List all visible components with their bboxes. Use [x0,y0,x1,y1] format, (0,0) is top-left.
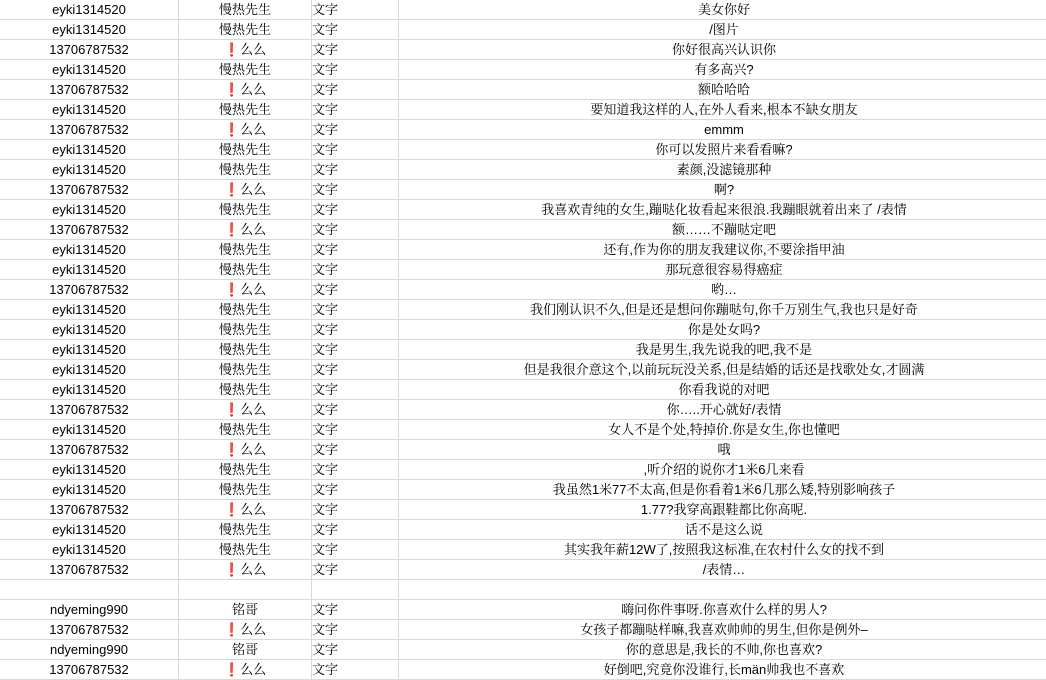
cell-type[interactable]: 文字 [312,120,399,140]
cell-nickname[interactable]: 慢热先生 [179,360,312,380]
cell-nickname[interactable]: 慢热先生 [179,100,312,120]
table-row[interactable] [0,80,1046,100]
table-row[interactable] [0,300,1046,320]
cell-message[interactable]: 哦 [399,440,1046,460]
table-row[interactable] [0,40,1046,60]
table-row[interactable] [0,240,1046,260]
table-row[interactable] [0,160,1046,180]
table-row[interactable] [0,580,1046,600]
cell-message[interactable]: 嗨问你件事呀.你喜欢什么样的男人? [399,600,1046,620]
cell-nickname[interactable]: 慢热先生 [179,340,312,360]
table-row[interactable] [0,660,1046,680]
cell-type[interactable]: 文字 [312,660,399,680]
cell-account[interactable]: 13706787532 [0,280,179,300]
cell-account[interactable]: ndyeming990 [0,600,179,620]
table-row[interactable] [0,380,1046,400]
cell-account[interactable]: ndyeming990 [0,640,179,660]
cell-account[interactable]: 13706787532 [0,560,179,580]
cell-type[interactable]: 文字 [312,480,399,500]
table-row[interactable] [0,20,1046,40]
cell-account[interactable]: eyki1314520 [0,160,179,180]
cell-account[interactable]: eyki1314520 [0,200,179,220]
cell-type[interactable] [312,580,399,600]
table-row[interactable] [0,320,1046,340]
cell-account[interactable]: 13706787532 [0,220,179,240]
cell-account[interactable]: eyki1314520 [0,380,179,400]
cell-account[interactable]: eyki1314520 [0,0,179,20]
cell-account[interactable]: eyki1314520 [0,360,179,380]
cell-nickname[interactable]: 慢热先生 [179,460,312,480]
cell-nickname[interactable]: ❗️么么 [179,620,312,640]
table-row[interactable] [0,140,1046,160]
cell-type[interactable]: 文字 [312,220,399,240]
cell-type[interactable]: 文字 [312,400,399,420]
table-row[interactable] [0,220,1046,240]
cell-message[interactable]: 我们刚认识不久,但是还是想问你蹦哒句,你千万别生气,我也只是好奇 [399,300,1046,320]
cell-account[interactable]: eyki1314520 [0,320,179,340]
cell-type[interactable]: 文字 [312,140,399,160]
cell-type[interactable]: 文字 [312,460,399,480]
cell-type[interactable]: 文字 [312,80,399,100]
cell-message[interactable]: 有多高兴? [399,60,1046,80]
table-row[interactable] [0,620,1046,640]
cell-type[interactable]: 文字 [312,0,399,20]
table-row[interactable] [0,60,1046,80]
cell-account[interactable] [0,580,179,600]
cell-message[interactable]: emmm [399,120,1046,140]
table-row[interactable] [0,640,1046,660]
cell-nickname[interactable]: 铭哥 [179,640,312,660]
cell-nickname[interactable]: 慢热先生 [179,0,312,20]
cell-message[interactable]: 美女你好 [399,0,1046,20]
cell-account[interactable]: eyki1314520 [0,240,179,260]
cell-nickname[interactable]: 慢热先生 [179,480,312,500]
cell-message[interactable]: 你的意思是,我长的不帅,你也喜欢? [399,640,1046,660]
cell-account[interactable]: eyki1314520 [0,260,179,280]
cell-nickname[interactable]: ❗️么么 [179,180,312,200]
cell-nickname[interactable] [179,580,312,600]
cell-nickname[interactable]: 铭哥 [179,600,312,620]
cell-account[interactable]: eyki1314520 [0,540,179,560]
cell-account[interactable]: eyki1314520 [0,60,179,80]
table-row[interactable] [0,200,1046,220]
cell-type[interactable]: 文字 [312,20,399,40]
cell-message[interactable]: 我虽然1米77不太高,但是你看着1米6几那么矮,特别影响孩子 [399,480,1046,500]
cell-type[interactable]: 文字 [312,520,399,540]
cell-nickname[interactable]: 慢热先生 [179,20,312,40]
cell-type[interactable]: 文字 [312,240,399,260]
table-row[interactable] [0,340,1046,360]
cell-message[interactable]: 素颜,没滤镜那种 [399,160,1046,180]
cell-message[interactable]: 额哈哈哈 [399,80,1046,100]
cell-account[interactable]: eyki1314520 [0,300,179,320]
cell-message[interactable]: 你是处女吗? [399,320,1046,340]
cell-type[interactable]: 文字 [312,200,399,220]
table-row[interactable] [0,480,1046,500]
cell-message[interactable]: 我喜欢青纯的女生,蹦哒化妆看起来很浪.我蹦眼就着出来了 /表情 [399,200,1046,220]
cell-type[interactable]: 文字 [312,440,399,460]
cell-type[interactable]: 文字 [312,180,399,200]
cell-type[interactable]: 文字 [312,40,399,60]
cell-nickname[interactable]: ❗️么么 [179,500,312,520]
cell-nickname[interactable]: 慢热先生 [179,420,312,440]
table-row[interactable] [0,360,1046,380]
cell-type[interactable]: 文字 [312,560,399,580]
cell-nickname[interactable]: 慢热先生 [179,240,312,260]
cell-nickname[interactable]: ❗️么么 [179,440,312,460]
cell-account[interactable]: eyki1314520 [0,420,179,440]
cell-message[interactable]: 哟… [399,280,1046,300]
cell-type[interactable]: 文字 [312,540,399,560]
cell-message[interactable]: 女人不是个处,特掉价.你是女生,你也懂吧 [399,420,1046,440]
cell-message[interactable]: 额……不蹦哒定吧 [399,220,1046,240]
cell-message[interactable]: 你好很高兴认识你 [399,40,1046,60]
table-row[interactable] [0,100,1046,120]
table-row[interactable] [0,0,1046,20]
cell-nickname[interactable]: 慢热先生 [179,260,312,280]
cell-type[interactable]: 文字 [312,60,399,80]
table-row[interactable] [0,420,1046,440]
table-row[interactable] [0,460,1046,480]
table-row[interactable] [0,400,1046,420]
cell-nickname[interactable]: ❗️么么 [179,220,312,240]
cell-message[interactable]: 话不是这么说 [399,520,1046,540]
cell-account[interactable]: eyki1314520 [0,460,179,480]
cell-account[interactable]: eyki1314520 [0,20,179,40]
cell-message[interactable]: 我是男生,我先说我的吧,我不是 [399,340,1046,360]
cell-message[interactable]: ,听介绍的说你才1米6几来看 [399,460,1046,480]
cell-account[interactable]: eyki1314520 [0,140,179,160]
cell-account[interactable]: 13706787532 [0,500,179,520]
cell-type[interactable]: 文字 [312,100,399,120]
cell-type[interactable]: 文字 [312,380,399,400]
cell-nickname[interactable]: 慢热先生 [179,200,312,220]
cell-nickname[interactable]: 慢热先生 [179,300,312,320]
cell-type[interactable]: 文字 [312,160,399,180]
cell-message[interactable]: 其实我年薪12W了,按照我这标准,在农村什么女的找不到 [399,540,1046,560]
cell-message[interactable]: 但是我很介意这个,以前玩玩没关系,但是结婚的话还是找歌处女,才圆满 [399,360,1046,380]
cell-message[interactable]: 啊? [399,180,1046,200]
cell-account[interactable]: 13706787532 [0,440,179,460]
cell-nickname[interactable]: 慢热先生 [179,380,312,400]
cell-type[interactable]: 文字 [312,280,399,300]
table-row[interactable] [0,260,1046,280]
cell-message[interactable]: /表情… [399,560,1046,580]
cell-type[interactable]: 文字 [312,360,399,380]
cell-message[interactable]: 好倒吧,究竟你没谁行,长män帅我也不喜欢 [399,660,1046,680]
table-row[interactable] [0,560,1046,580]
cell-message[interactable]: 你看我说的对吧 [399,380,1046,400]
cell-account[interactable]: 13706787532 [0,80,179,100]
cell-account[interactable]: 13706787532 [0,620,179,640]
cell-message[interactable]: /图片 [399,20,1046,40]
cell-account[interactable]: eyki1314520 [0,520,179,540]
cell-nickname[interactable]: 慢热先生 [179,520,312,540]
cell-type[interactable]: 文字 [312,600,399,620]
cell-nickname[interactable]: ❗️么么 [179,280,312,300]
cell-type[interactable]: 文字 [312,260,399,280]
cell-type[interactable]: 文字 [312,420,399,440]
cell-account[interactable]: 13706787532 [0,40,179,60]
cell-nickname[interactable]: 慢热先生 [179,60,312,80]
cell-type[interactable]: 文字 [312,340,399,360]
table-row[interactable] [0,520,1046,540]
cell-type[interactable]: 文字 [312,640,399,660]
table-row[interactable] [0,180,1046,200]
cell-nickname[interactable]: 慢热先生 [179,160,312,180]
table-row[interactable] [0,500,1046,520]
table-row[interactable] [0,540,1046,560]
cell-account[interactable]: 13706787532 [0,660,179,680]
cell-account[interactable]: 13706787532 [0,180,179,200]
cell-account[interactable]: 13706787532 [0,400,179,420]
cell-nickname[interactable]: ❗️么么 [179,560,312,580]
cell-account[interactable]: eyki1314520 [0,100,179,120]
cell-nickname[interactable]: 慢热先生 [179,320,312,340]
cell-nickname[interactable]: ❗️么么 [179,660,312,680]
cell-type[interactable]: 文字 [312,500,399,520]
cell-nickname[interactable]: ❗️么么 [179,40,312,60]
cell-nickname[interactable]: ❗️么么 [179,400,312,420]
cell-nickname[interactable]: ❗️么么 [179,80,312,100]
cell-message[interactable]: 1.77?我穿高跟鞋都比你高呢. [399,500,1046,520]
cell-nickname[interactable]: 慢热先生 [179,540,312,560]
cell-nickname[interactable]: ❗️么么 [179,120,312,140]
cell-message[interactable] [399,580,1046,600]
cell-message[interactable]: 那玩意很容易得癌症 [399,260,1046,280]
table-row[interactable] [0,440,1046,460]
cell-message[interactable]: 你…..开心就好/表情 [399,400,1046,420]
cell-message[interactable]: 女孩子都蹦哒样嘛,我喜欢帅帅的男生,但你是例外– [399,620,1046,640]
table-row[interactable] [0,280,1046,300]
cell-message[interactable]: 还有,作为你的朋友我建议你,不要涂指甲油 [399,240,1046,260]
cell-message[interactable]: 你可以发照片来看看嘛? [399,140,1046,160]
cell-type[interactable]: 文字 [312,320,399,340]
table-row[interactable] [0,120,1046,140]
table-row[interactable] [0,600,1046,620]
cell-account[interactable]: eyki1314520 [0,480,179,500]
cell-nickname[interactable]: 慢热先生 [179,140,312,160]
cell-type[interactable]: 文字 [312,300,399,320]
cell-type[interactable]: 文字 [312,620,399,640]
cell-account[interactable]: eyki1314520 [0,340,179,360]
cell-account[interactable]: 13706787532 [0,120,179,140]
cell-message[interactable]: 要知道我这样的人,在外人看来,根本不缺女朋友 [399,100,1046,120]
